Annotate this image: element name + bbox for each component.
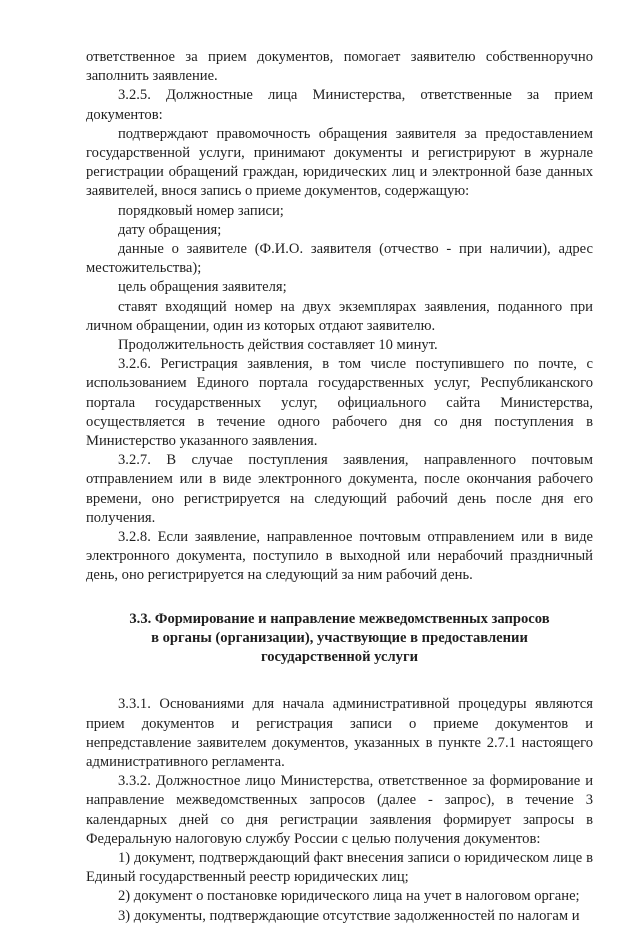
section-top bbox=[86, 48, 593, 586]
paragraph: ставят входящий номер на двух экземплярах заявления, поданного при личном обращении, один из которых отдают заявителю. bbox=[86, 298, 593, 334]
heading-line: 3.3. Формирование и направление межведомственных запросов bbox=[129, 610, 550, 627]
paragraph: дату обращения; bbox=[118, 221, 222, 238]
section-heading bbox=[86, 610, 593, 668]
paragraph: 3.2.7. В случае поступления заявления, направленного почтовым отправлением или в виде электронного документа, после окончания рабочего времени, оно регистрируется на следующий рабочий день после дня его получения. bbox=[86, 452, 593, 526]
paragraph: порядковый номер записи; bbox=[118, 202, 284, 219]
paragraph: 3.2.6. Регистрация заявления, в том числе поступившего по почте, с использованием Единого портала государственных услуг, Республиканского портала государственных услуг, официального сайта Министерства, осуществляется в течение одного рабочего дня со дня поступления в Министерство указанного заявления. bbox=[86, 356, 593, 450]
paragraph: 1) документ, подтверждающий факт внесения записи о юридическом лице в Единый государственный реестр юридических лиц; bbox=[86, 849, 593, 886]
paragraph: данные о заявителе (Ф.И.О. заявителя (отчество - при наличии), адрес местожительства); bbox=[86, 241, 593, 277]
paragraph: 3.3.2. Должностное лицо Министерства, ответственное за формирование и направление межведомственных запросов (далее - запрос), в течение 3 календарных дней со дня регистрации заявления формирует запросы в Федеральную налоговую службу России с целью получения документов: bbox=[86, 773, 593, 847]
paragraph: 3.2.5. Должностные лица Министерства, ответственные за прием документов: bbox=[86, 87, 593, 123]
section-bottom bbox=[86, 695, 593, 925]
paragraph: цель обращения заявителя; bbox=[118, 279, 287, 296]
heading-line: государственной услуги bbox=[260, 649, 419, 666]
paragraph: 3.3.1. Основаниями для начала административной процедуры являются прием документов и регистрация записи о приеме документов и непредставление заявителем документов, указанных в пункте 2.7.1 настоящего административного регламента. bbox=[86, 696, 593, 770]
paragraph: Продолжительность действия составляет 10 минут. bbox=[118, 337, 438, 354]
paragraph: 3.2.8. Если заявление, направленное почтовым отправлением или в виде электронного документа, поступило в выходной или нерабочий праздничный день, оно регистрируется на следующий за ним рабочий день. bbox=[86, 529, 593, 584]
paragraph: 3) документы, подтверждающие отсутствие задолженностей по налогам и bbox=[118, 907, 580, 924]
paragraph: подтверждают правомочность обращения заявителя за предоставлением государственной услуги, принимают документы и регистрируют в журнале регистрации обращений граждан, юридических лиц и электронной базе данных заявителей, внося запись о приеме документов, содержащую: bbox=[86, 125, 593, 200]
paragraph: ответственное за прием документов, помогает заявителю собственноручно заполнить заявление. bbox=[86, 49, 593, 85]
paragraph: 2) документ о постановке юридического лица на учет в налоговом органе; bbox=[118, 888, 580, 905]
heading-line: в органы (организации), участвующие в предоставлении bbox=[151, 629, 528, 646]
document-page bbox=[86, 48, 593, 926]
